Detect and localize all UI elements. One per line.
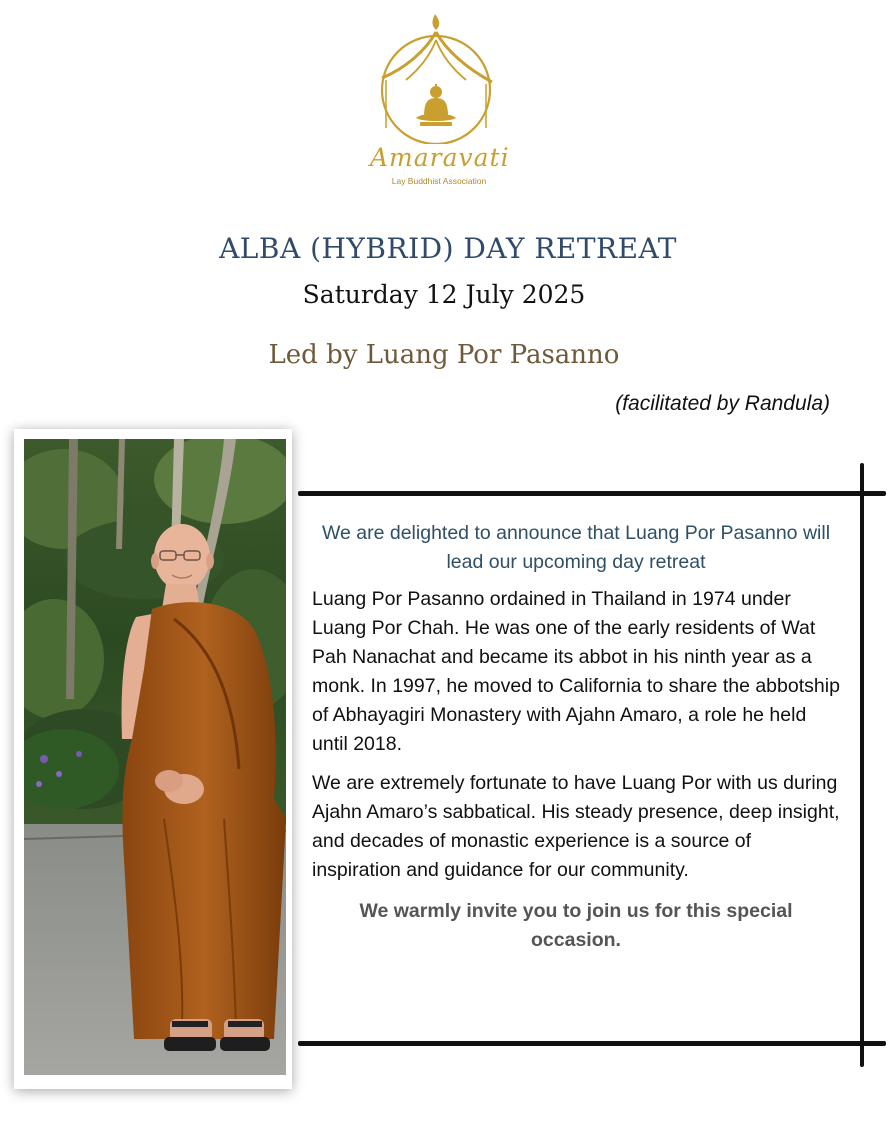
logo-wordmark: Amaravati — [370, 143, 510, 172]
box-border-right — [860, 463, 864, 1067]
bio-paragraph: Luang Por Pasanno ordained in Thailand in 1974 under Luang Por Chah. He was one of the early residents of Wat Pah Nanachat and became its abbot in his ninth year as a monk. In 1997, he moved to California to share the abbotship of Abhayagiri Monastery with Ajahn Amaro, a role he held until 2018. — [312, 588, 840, 755]
retreat-description — [312, 519, 840, 955]
event-title: ALBA (HYBRID) DAY RETREAT — [219, 232, 677, 265]
box-border-top — [298, 491, 886, 496]
amaravati-logo — [366, 10, 510, 190]
fortune-paragraph: We are extremely fortunate to have Luang Por with us during Ajahn Amaro’s sabbatical. His steady presence, deep insight, and decades of monastic experience is a source of inspiration and guidance for our community. — [312, 772, 840, 881]
event-leader: Led by Luang Por Pasanno — [268, 340, 620, 370]
temple-buddha-emblem-icon — [366, 10, 506, 144]
box-border-bottom — [298, 1041, 886, 1046]
event-date: Saturday 12 July 2025 — [302, 280, 586, 309]
monk-photo — [24, 439, 286, 1075]
photo-frame — [14, 429, 292, 1089]
invitation-text: We warmly invite you to join us for this special occasion. — [359, 900, 793, 951]
announcement-text: We are delighted to announce that Luang Por Pasanno will lead our upcoming day retreat — [321, 522, 831, 573]
event-facilitator: (facilitated by Randula) — [615, 392, 830, 415]
logo-subtitle: Lay Buddhist Association — [391, 176, 487, 186]
